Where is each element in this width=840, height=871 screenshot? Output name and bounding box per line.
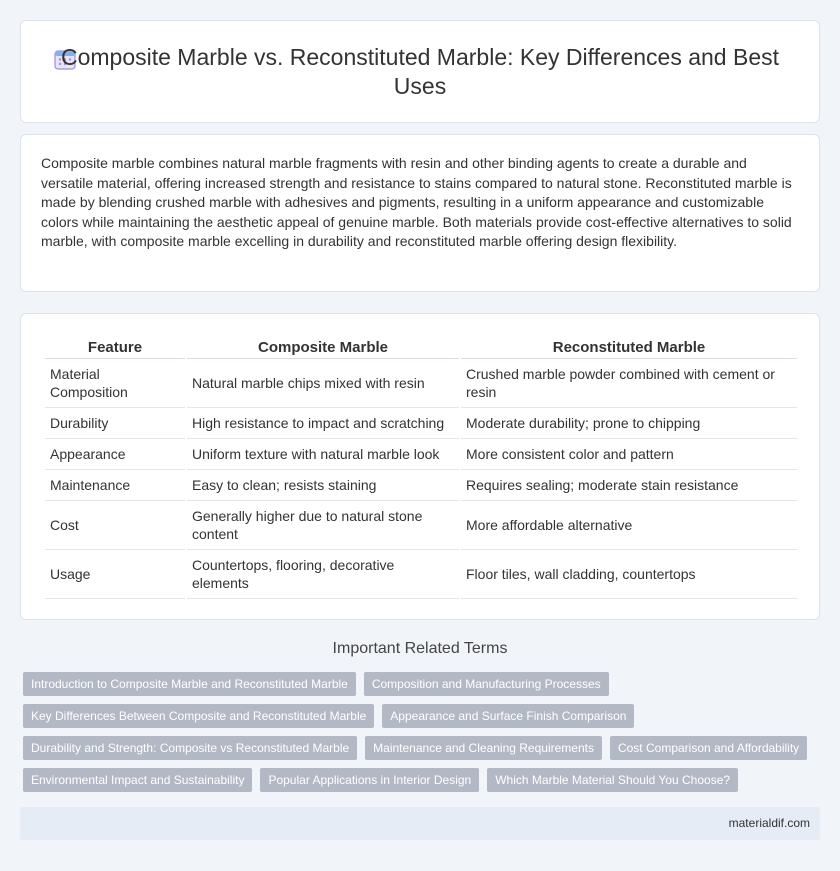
header-feature: Feature: [45, 332, 185, 359]
cell-composite: Easy to clean; resists staining: [187, 470, 459, 501]
table-row: [45, 550, 797, 599]
cell-feature: Maintenance: [45, 470, 185, 501]
cell-feature: Material Composition: [45, 359, 185, 408]
page-title: Composite Marble vs. Reconstituted Marble: Key Differences and Best Uses: [60, 44, 780, 99]
related-tag[interactable]: Introduction to Composite Marble and Reconstituted Marble: [23, 672, 356, 696]
table-row: [45, 501, 797, 550]
cell-composite: Countertops, flooring, decorative elements: [187, 550, 459, 599]
related-tag[interactable]: Key Differences Between Composite and Reconstituted Marble: [23, 704, 374, 728]
footer-site[interactable]: materialdif.com: [728, 816, 810, 830]
intro-paragraph: Composite marble combines natural marble fragments with resin and other binding agents to create a durable and versatile material, offering increased strength and resistance to stains compared to natural stone. Reconstituted marble is made by blending crushed marble with adhesives and pigments, resulting in a uniform appearance and customizable colors while maintaining the aesthetic appeal of genuine marble. Both materials provide cost-effective alternatives to solid marble, with composite marble excelling in durability and reconstituted marble offering design flexibility.: [41, 155, 792, 250]
related-tag[interactable]: Cost Comparison and Affordability: [610, 736, 807, 760]
related-terms-list: [23, 672, 823, 800]
intro-card: [20, 134, 820, 292]
header-composite: Composite Marble: [187, 332, 459, 359]
cell-reconstituted: Moderate durability; prone to chipping: [461, 408, 797, 439]
table-row: [45, 439, 797, 470]
comparison-table: [43, 332, 799, 599]
comparison-card: [20, 313, 820, 620]
related-tag[interactable]: Maintenance and Cleaning Requirements: [365, 736, 602, 760]
cell-reconstituted: Crushed marble powder combined with cement or resin: [461, 359, 797, 408]
related-tag[interactable]: Appearance and Surface Finish Comparison: [382, 704, 634, 728]
cell-reconstituted: More consistent color and pattern: [461, 439, 797, 470]
header-card: [20, 20, 820, 123]
table-row: [45, 470, 797, 501]
related-tag[interactable]: Composition and Manufacturing Processes: [364, 672, 609, 696]
related-tag[interactable]: Which Marble Material Should You Choose?: [487, 768, 738, 792]
cell-reconstituted: More affordable alternative: [461, 501, 797, 550]
cell-feature: Durability: [45, 408, 185, 439]
footer: [20, 807, 820, 840]
related-terms-title: Important Related Terms: [332, 640, 508, 657]
cell-composite: Uniform texture with natural marble look: [187, 439, 459, 470]
cell-feature: Appearance: [45, 439, 185, 470]
related-tag[interactable]: Durability and Strength: Composite vs Reconstituted Marble: [23, 736, 357, 760]
related-tag[interactable]: Environmental Impact and Sustainability: [23, 768, 252, 792]
cell-composite: Generally higher due to natural stone content: [187, 501, 459, 550]
cell-feature: Usage: [45, 550, 185, 599]
related-tag[interactable]: Popular Applications in Interior Design: [260, 768, 479, 792]
header-reconstituted: Reconstituted Marble: [461, 332, 797, 359]
cell-composite: Natural marble chips mixed with resin: [187, 359, 459, 408]
table-row: [45, 408, 797, 439]
cell-reconstituted: Requires sealing; moderate stain resistance: [461, 470, 797, 501]
cell-feature: Cost: [45, 501, 185, 550]
cell-reconstituted: Floor tiles, wall cladding, countertops: [461, 550, 797, 599]
cell-composite: High resistance to impact and scratching: [187, 408, 459, 439]
table-row: [45, 359, 797, 408]
